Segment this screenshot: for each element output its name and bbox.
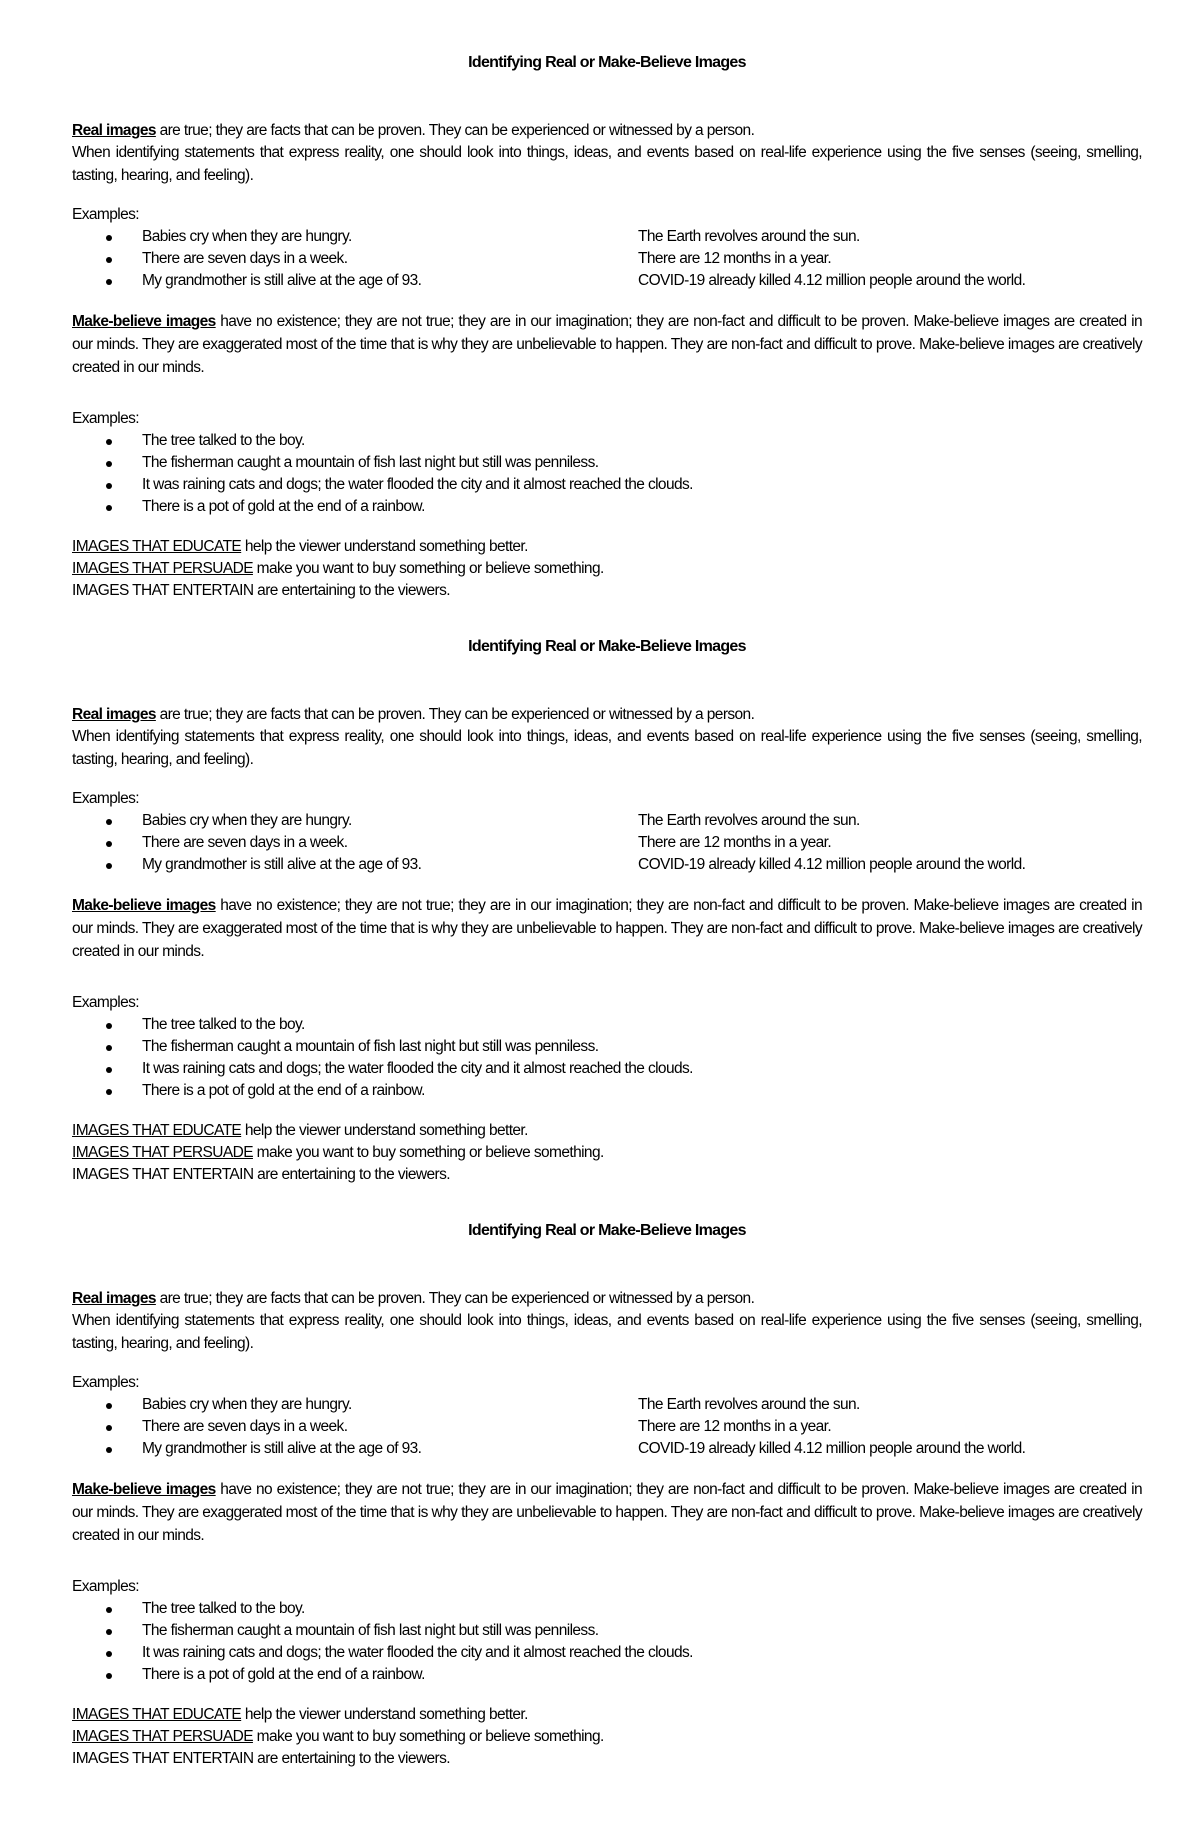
real-images-explanation: When identifying statements that express reality, one should look into things, ideas, and events based on real-life experience using the five senses (seeing, smelling, tasting, hearing, and feeling). — [72, 144, 1142, 184]
educate-term: IMAGES THAT EDUCATE — [72, 1706, 242, 1723]
list-item-text: Babies cry when they are hungry. — [142, 1396, 352, 1413]
bullet-icon — [106, 1023, 112, 1029]
list-item: There are 12 months in a year. — [638, 1418, 832, 1435]
list-item-text: The fisherman caught a mountain of fish last night but still was penniless. — [142, 454, 599, 471]
make-believe-definition-text: have no existence; they are not true; they are in our imagination; they are non-fact and difficult to be proven. Make-believe images are created in our minds. They are exaggerated most of the time that is why they are unbelievable to happen. They are non-fact and difficult to prove. Make-believe images are creatively created in our minds. — [72, 313, 1142, 376]
make-believe-definition-text: have no existence; they are not true; they are in our imagination; they are non-fact and difficult to be proven. Make-believe images are created in our minds. They are exaggerated most of the time that is why they are unbelievable to happen. They are non-fact and difficult to prove. Make-believe images are creatively created in our minds. — [72, 1481, 1142, 1544]
list-item-text: The tree talked to the boy. — [142, 432, 305, 449]
examples-label: Examples: — [72, 1374, 139, 1391]
bullet-icon — [106, 279, 112, 285]
list-item-text: The fisherman caught a mountain of fish last night but still was penniless. — [142, 1038, 599, 1055]
list-item-text: Babies cry when they are hungry. — [142, 812, 352, 829]
real-images-definition-text: are true; they are facts that can be proven. They can be experienced or witnessed by a person. — [155, 1290, 755, 1307]
real-images-explanation: When identifying statements that express reality, one should look into things, ideas, and events based on real-life experience using the five senses (seeing, smelling, tasting, hearing, and feeling). — [72, 1312, 1142, 1352]
bullet-icon — [106, 483, 112, 489]
list-item: There are 12 months in a year. — [638, 250, 832, 267]
persuade-line — [72, 1726, 604, 1748]
persuade-term: IMAGES THAT PERSUADE — [72, 1728, 253, 1745]
list-item-text: My grandmother is still alive at the age of 93. — [142, 272, 422, 289]
real-images-definition — [72, 704, 754, 726]
list-item-text: The tree talked to the boy. — [142, 1016, 305, 1033]
entertain-line: IMAGES THAT ENTERTAIN are entertaining to the viewers. — [72, 582, 450, 599]
list-item-text: There is a pot of gold at the end of a rainbow. — [142, 1666, 425, 1683]
persuade-line — [72, 1142, 604, 1164]
list-item-text: There is a pot of gold at the end of a rainbow. — [142, 498, 425, 515]
bullet-icon — [106, 1607, 112, 1613]
list-item-text: My grandmother is still alive at the age of 93. — [142, 856, 422, 873]
real-images-definition-text: are true; they are facts that can be proven. They can be experienced or witnessed by a person. — [155, 706, 755, 723]
bullet-icon — [106, 1403, 112, 1409]
bullet-icon — [106, 1651, 112, 1657]
educate-text: help the viewer understand something better. — [241, 538, 528, 555]
examples-label: Examples: — [72, 1578, 139, 1595]
educate-line — [72, 536, 528, 558]
section-title: Identifying Real or Make-Believe Images — [468, 54, 746, 71]
list-item-text: The tree talked to the boy. — [142, 1600, 305, 1617]
list-item: COVID-19 already killed 4.12 million people around the world. — [638, 1440, 1026, 1457]
make-believe-term: Make-believe images — [72, 313, 216, 330]
make-believe-definition — [72, 894, 1142, 963]
educate-text: help the viewer understand something better. — [241, 1122, 528, 1139]
make-believe-definition — [72, 310, 1142, 379]
bullet-icon — [106, 1045, 112, 1051]
bullet-icon — [106, 1089, 112, 1095]
list-item-text: Babies cry when they are hungry. — [142, 228, 352, 245]
section-title: Identifying Real or Make-Believe Images — [468, 1222, 746, 1239]
educate-text: help the viewer understand something better. — [241, 1706, 528, 1723]
educate-term: IMAGES THAT EDUCATE — [72, 1122, 242, 1139]
bullet-icon — [106, 863, 112, 869]
bullet-icon — [106, 505, 112, 511]
list-item: The Earth revolves around the sun. — [638, 1396, 860, 1413]
list-item: There are 12 months in a year. — [638, 834, 832, 851]
bullet-icon — [106, 1067, 112, 1073]
educate-line — [72, 1704, 528, 1726]
list-item-text: There is a pot of gold at the end of a rainbow. — [142, 1082, 425, 1099]
bullet-icon — [106, 819, 112, 825]
examples-label: Examples: — [72, 206, 139, 223]
bullet-icon — [106, 439, 112, 445]
educate-term: IMAGES THAT EDUCATE — [72, 538, 242, 555]
section-title: Identifying Real or Make-Believe Images — [468, 638, 746, 655]
list-item: COVID-19 already killed 4.12 million people around the world. — [638, 856, 1026, 873]
list-item-text: My grandmother is still alive at the age of 93. — [142, 1440, 422, 1457]
persuade-line — [72, 558, 604, 580]
examples-label: Examples: — [72, 410, 139, 427]
educate-line — [72, 1120, 528, 1142]
real-images-definition — [72, 1288, 754, 1310]
bullet-icon — [106, 1673, 112, 1679]
bullet-icon — [106, 1447, 112, 1453]
entertain-line: IMAGES THAT ENTERTAIN are entertaining to the viewers. — [72, 1750, 450, 1767]
list-item-text: There are seven days in a week. — [142, 1418, 348, 1435]
bullet-icon — [106, 461, 112, 467]
real-images-definition — [72, 120, 754, 142]
make-believe-definition-text: have no existence; they are not true; they are in our imagination; they are non-fact and difficult to be proven. Make-believe images are created in our minds. They are exaggerated most of the time that is why they are unbelievable to happen. They are non-fact and difficult to prove. Make-believe images are creatively created in our minds. — [72, 897, 1142, 960]
list-item-text: It was raining cats and dogs; the water flooded the city and it almost reached the clouds. — [142, 1060, 693, 1077]
examples-label: Examples: — [72, 994, 139, 1011]
real-images-term: Real images — [72, 1290, 156, 1307]
bullet-icon — [106, 841, 112, 847]
list-item-text: It was raining cats and dogs; the water flooded the city and it almost reached the clouds. — [142, 476, 693, 493]
make-believe-term: Make-believe images — [72, 897, 216, 914]
bullet-icon — [106, 1629, 112, 1635]
list-item-text: The fisherman caught a mountain of fish last night but still was penniless. — [142, 1622, 599, 1639]
real-images-term: Real images — [72, 122, 156, 139]
persuade-text: make you want to buy something or believe something. — [252, 1144, 604, 1161]
list-item-text: There are seven days in a week. — [142, 250, 348, 267]
bullet-icon — [106, 257, 112, 263]
persuade-text: make you want to buy something or believe something. — [252, 560, 604, 577]
persuade-text: make you want to buy something or believe something. — [252, 1728, 604, 1745]
list-item: The Earth revolves around the sun. — [638, 812, 860, 829]
list-item: COVID-19 already killed 4.12 million people around the world. — [638, 272, 1026, 289]
persuade-term: IMAGES THAT PERSUADE — [72, 560, 253, 577]
make-believe-definition — [72, 1478, 1142, 1547]
real-images-term: Real images — [72, 706, 156, 723]
real-images-explanation: When identifying statements that express reality, one should look into things, ideas, and events based on real-life experience using the five senses (seeing, smelling, tasting, hearing, and feeling). — [72, 728, 1142, 768]
list-item-text: There are seven days in a week. — [142, 834, 348, 851]
make-believe-term: Make-believe images — [72, 1481, 216, 1498]
bullet-icon — [106, 235, 112, 241]
bullet-icon — [106, 1425, 112, 1431]
persuade-term: IMAGES THAT PERSUADE — [72, 1144, 253, 1161]
examples-label: Examples: — [72, 790, 139, 807]
list-item-text: It was raining cats and dogs; the water flooded the city and it almost reached the clouds. — [142, 1644, 693, 1661]
real-images-definition-text: are true; they are facts that can be proven. They can be experienced or witnessed by a person. — [155, 122, 755, 139]
list-item: The Earth revolves around the sun. — [638, 228, 860, 245]
entertain-line: IMAGES THAT ENTERTAIN are entertaining to the viewers. — [72, 1166, 450, 1183]
